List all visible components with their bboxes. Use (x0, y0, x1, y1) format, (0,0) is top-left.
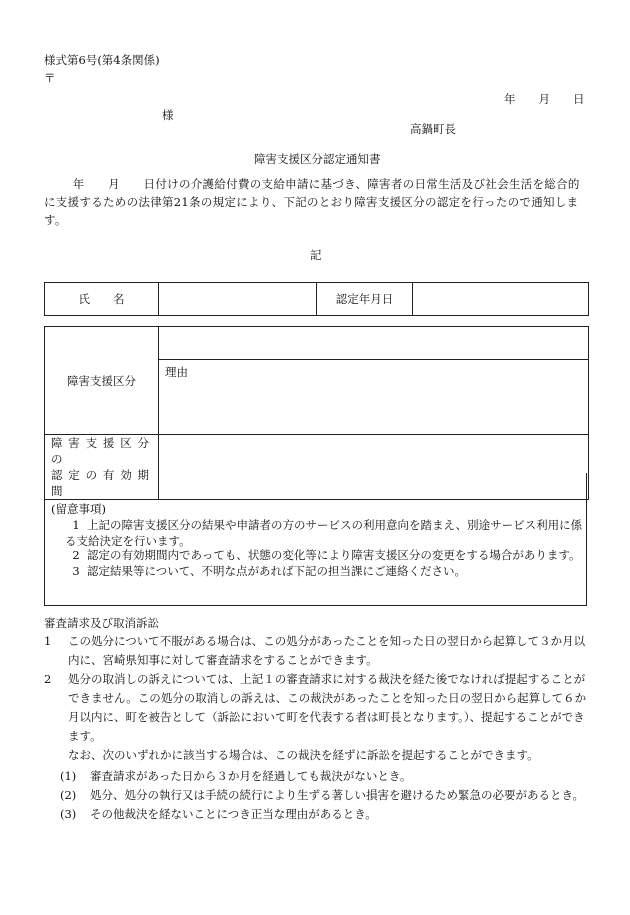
postal-mark: 〒 (44, 71, 56, 85)
addressee-suffix: 様 (162, 108, 174, 122)
note-item: 2 認定の有効期間内であっても、状態の変化等により障害支援区分の変更をする場合があります。 (72, 548, 581, 562)
reason-cell (159, 360, 589, 435)
support-category-value (159, 327, 589, 360)
note-item: 1 上記の障害支援区分の結果や申請者の方のサービスの利用意向を踏まえ、別途サービス利用に係る支給決定を行います。 (65, 518, 583, 548)
note-item: 3 認定結果等について、不明な点があれば下記の担当課にご連絡ください。 (72, 564, 467, 578)
name-label: 氏 名 (45, 283, 159, 316)
appeal-item: 1 この処分について不服がある場合は、この処分があったことを知った日の翌日から起算して３か月以内に、宮崎県知事に対して審査請求をすることができます。 (44, 634, 586, 667)
intro-paragraph: 年 月 日付けの介護給付費の支給申請に基づき、障害者の日常生活及び社会生活を総合的に支援するための法律第21条の規定により、下記のとおり障害支援区分の認定を行ったので通知します。 (44, 177, 580, 227)
reason-label: 理由 (165, 365, 188, 379)
appeal-item: 2 処分の取消しの訴えについては、上記１の審査請求に対する裁決を経た後でなければ提起することができません。この処分の取消しの訴えは、この裁決があったことを知った日の翌日から起算して６か月以内に、町を被告として（訴訟において町を代表する者は町長となります。）、提起することができます。 (44, 672, 587, 743)
ki-mark: 記 (310, 248, 322, 262)
certification-date-value (413, 283, 589, 316)
validity-label: 障害支援区分の 認定の有効期間 (45, 435, 159, 500)
appeal-subitem: (2) 処分、処分の執行又は手続の続行により生ずる著しい損害を避けるため緊急の必要があるとき。 (60, 788, 585, 802)
certification-date-label: 認定年月日 (317, 283, 413, 316)
form-number: 様式第6号(第4条関係) (44, 53, 160, 67)
document-title: 障害支援区分認定通知書 (254, 152, 381, 166)
name-value (159, 283, 317, 316)
recipient-table (44, 282, 589, 316)
appeal-note: なお、次のいずれかに該当する場合は、この裁決を経ずに訴訟を提起することができます。 (68, 748, 539, 762)
issuer: 高鍋町長 (410, 122, 456, 136)
support-category-label: 障害支援区分 (45, 327, 159, 435)
appeal-subitem: (1) 審査請求があった日から３か月を経過しても裁決がないとき。 (60, 769, 412, 783)
notes-heading: (留意事項) (51, 502, 106, 516)
date-line: 年 月 日 (504, 92, 585, 106)
appeal-heading: 審査請求及び取消訴訟 (44, 616, 159, 630)
notes-box (44, 473, 587, 606)
appeal-subitem: (3) その他裁決を経ないことにつき正当な理由があるとき。 (60, 807, 377, 821)
